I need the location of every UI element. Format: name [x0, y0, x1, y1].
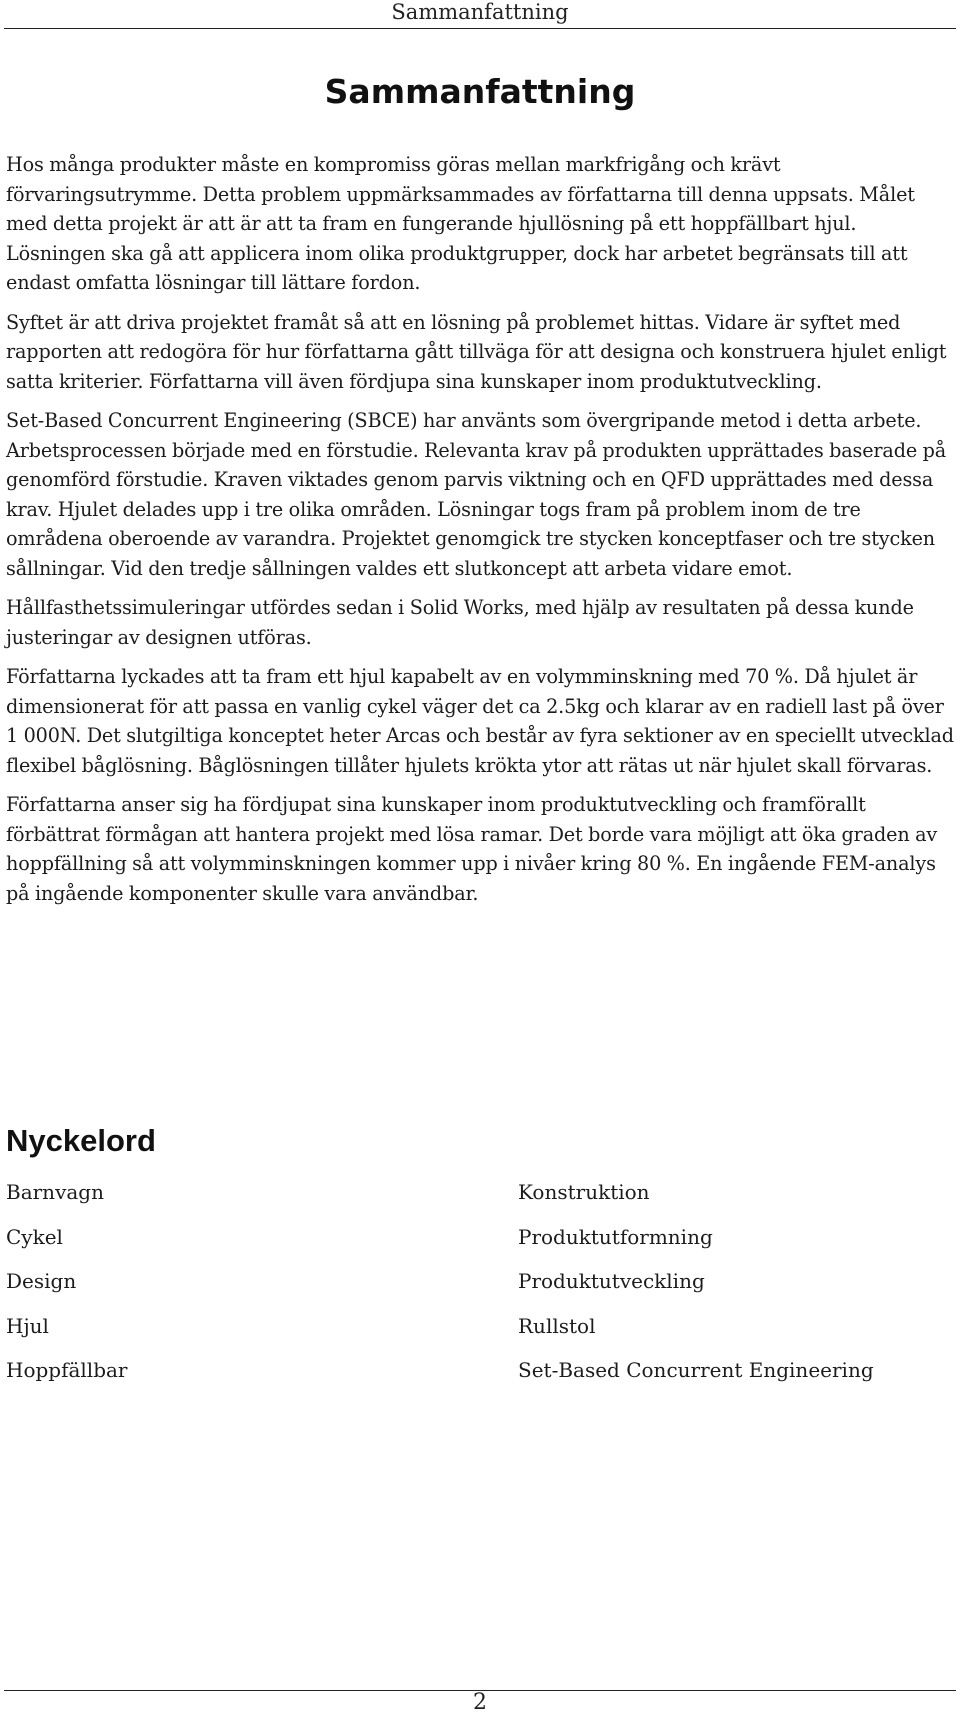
summary-paragraph: Syftet är att driva projektet framåt så att en lösning på problemet hittas. Vidare är syftet med rapporten att redogöra för hur författarna gått tillväga för att designa och konstruera hjulet enligt satta kriterier. Författarna vill även fördjupa sina kunskaper inom produktutveckling. — [6, 310, 947, 393]
keyword-item: Produktutformning — [518, 1224, 713, 1249]
page-number: 2 — [473, 1690, 487, 1715]
page-title: Sammanfattning — [324, 72, 636, 111]
keyword-item: Design — [6, 1269, 77, 1293]
summary-body — [6, 150, 956, 918]
running-header — [4, 0, 956, 29]
keyword-item: Produktutveckling — [518, 1269, 705, 1293]
keyword-item: Cykel — [6, 1224, 63, 1249]
summary-paragraph: Set-Based Concurrent Engineering (SBCE) har använts som övergripande metod i detta arbete. Arbetsprocessen började med en förstudie. Relevanta krav på produkten upprättades baserade på genomförd förstudie. Kraven viktades genom parvis viktning och en QFD upprättades med dessa krav. Hjulet delades upp i tre olika områden. Lösningar togs fram på problem inom de tre områdena oberoende av varandra. Projektet genomgick tre stycken konceptfaser och tre stycken sållningar. Vid den tredje sållningen valdes ett slutkoncept att arbeta vidare emot. — [6, 409, 947, 580]
keyword-item: Set-Based Concurrent Engineering — [518, 1358, 874, 1382]
summary-paragraph: Författarna anser sig ha fördjupat sina kunskaper inom produktutveckling och framförallt förbättrat förmågan att hantera projekt med lösa ramar. Det borde vara möjligt att öka graden av hoppfällning så att volymminskningen kommer upp i nivåer kring 80 %. En ingående FEM-analys på ingående komponenter skulle vara användbar. — [6, 793, 938, 905]
summary-paragraph: Författarna lyckades att ta fram ett hjul kapabelt av en volymminskning med 70 %. Då hjulet är dimensionerat för att passa en vanlig cykel väger det ca 2.5kg och klarar av en radiell last på över 1 000N. Det slutgiltiga konceptet heter Arcas och består av fyra sektioner av en speciellt utvecklad flexibel båglösning. Båglösningen tillåter hjulets krökta ytor att rätas ut när hjulet skall förvaras. — [6, 665, 954, 777]
keywords-list-right — [518, 1170, 874, 1393]
keyword-item: Hoppfällbar — [6, 1358, 128, 1382]
summary-paragraph: Hållfasthetssimuleringar utfördes sedan i Solid Works, med hjälp av resultaten på dessa kunde justeringar av designen utföras. — [6, 596, 914, 649]
running-header-title: Sammanfattning — [391, 0, 569, 24]
keyword-item: Konstruktion — [518, 1180, 650, 1204]
keyword-item: Hjul — [6, 1313, 49, 1338]
keywords-heading: Nyckelord — [6, 1123, 156, 1158]
summary-paragraph: Hos många produkter måste en kompromiss göras mellan markfrigång och krävt förvaringsutrymme. Detta problem uppmärksammades av författarna till denna uppsats. Målet med detta projekt är att är att ta fram en fungerande hjullösning på ett hoppfällbart hjul. Lösningen ska gå att applicera inom olika produktgrupper, dock har arbetet begränsats till att endast omfatta lösningar till lättare fordon. — [6, 153, 915, 294]
keyword-item: Barnvagn — [6, 1180, 104, 1204]
keywords-list-left — [6, 1170, 128, 1393]
keyword-item: Rullstol — [518, 1313, 596, 1338]
